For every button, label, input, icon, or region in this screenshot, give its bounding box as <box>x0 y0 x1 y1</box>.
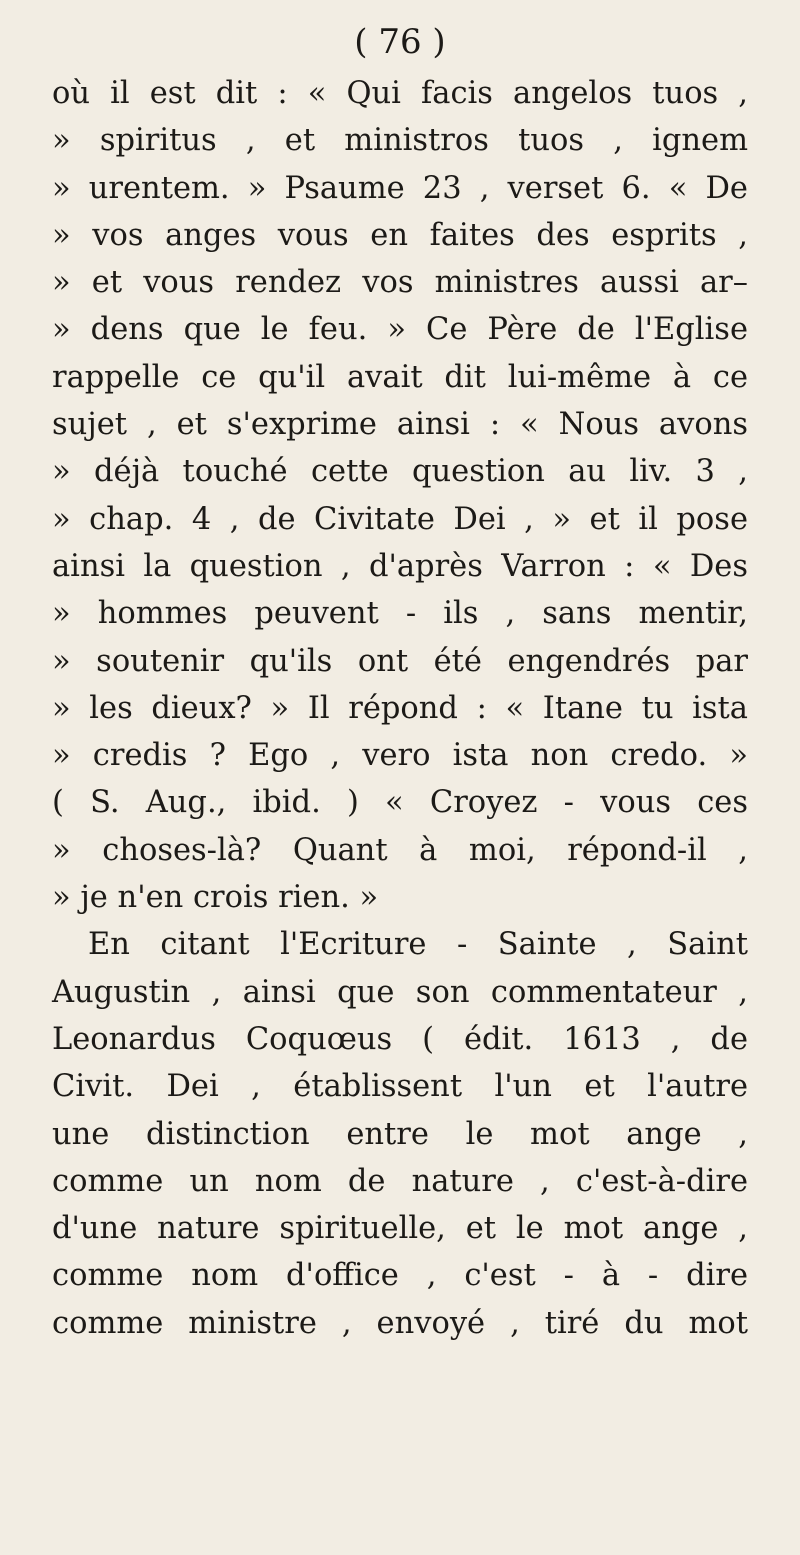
text-line: » hommes peuvent - ils , sans mentir, <box>52 596 748 632</box>
text-line: » je n'en crois rien. » <box>52 880 379 916</box>
text-line: » les dieux? » Il répond : « Itane tu ista <box>52 690 748 726</box>
text-line: rappelle ce qu'il avait dit lui-même à ce <box>52 359 748 395</box>
text-line: » et vous rendez vos ministres aussi ar– <box>52 265 748 301</box>
text-line: » dens que le feu. » Ce Père de l'Eglise <box>52 312 748 348</box>
text-line: où il est dit : « Qui facis angelos tuos , <box>52 76 748 111</box>
text-line: En citant l'Ecriture - Sainte , Saint <box>88 927 748 963</box>
text-line: » urentem. » Psaume 23 , verset 6. « De <box>52 170 748 206</box>
text-line: une distinction entre le mot ange , <box>52 1116 748 1152</box>
text-line: » chap. 4 , de Civitate Dei , » et il pose <box>52 501 748 537</box>
text-line: ( S. Aug., ibid. ) « Croyez - vous ces <box>52 785 748 821</box>
text-line: sujet , et s'exprime ainsi : « Nous avons <box>52 407 748 443</box>
text-line: » choses-là? Quant à moi, répond-il , <box>52 832 748 868</box>
page-number: ( 76 ) <box>354 22 446 62</box>
text-line: ainsi la question , d'après Varron : « Des <box>52 548 748 584</box>
text-line: d'une nature spirituelle, et le mot ange , <box>52 1211 748 1247</box>
text-line: » déjà touché cette question au liv. 3 , <box>52 454 748 490</box>
text-line: comme nom d'office , c'est - à - dire <box>52 1258 748 1294</box>
text-line: » spiritus , et ministros tuos , ignem <box>52 123 748 159</box>
text-line: Augustin , ainsi que son commentateur , <box>52 974 748 1010</box>
text-line: Leonardus Coquœus ( édit. 1613 , de <box>52 1021 748 1057</box>
text-line: » soutenir qu'ils ont été engendrés par <box>52 643 748 679</box>
text-line: Civit. Dei , établissent l'un et l'autre <box>52 1069 748 1105</box>
text-line: comme ministre , envoyé , tiré du mot <box>52 1305 748 1341</box>
text-line: » credis ? Ego , vero ista non credo. » <box>52 738 748 774</box>
text-line: comme un nom de nature , c'est-à-dire <box>52 1163 748 1199</box>
text-line: » vos anges vous en faites des esprits , <box>52 217 748 253</box>
